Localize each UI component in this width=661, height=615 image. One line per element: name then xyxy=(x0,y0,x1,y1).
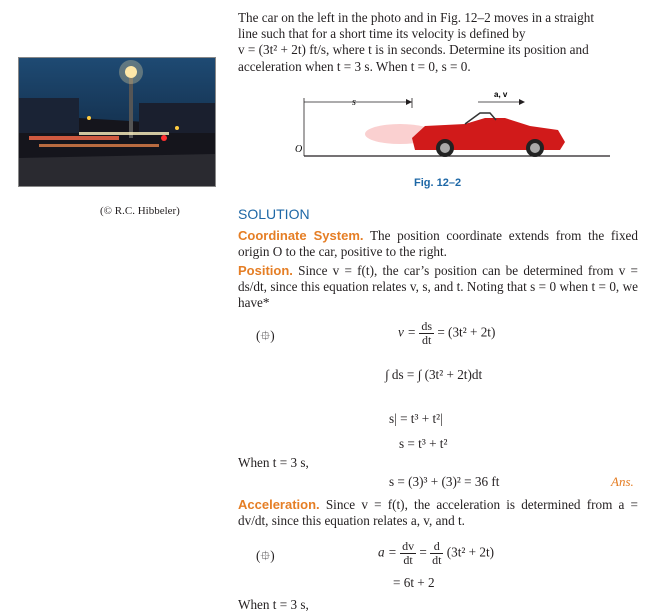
problem-line-4: acceleration when t = 3 s. When t = 0, s = 0. xyxy=(238,58,471,74)
figure-caption: Fig. 12–2 xyxy=(414,177,462,189)
eq1-rhs: = (3t² + 2t) xyxy=(437,324,496,340)
figure-car-diagram xyxy=(290,88,620,183)
coordinate-text: The position coordinate extends from the fixed origin O to the car, positive to the right. xyxy=(238,228,638,260)
eq1-fraction xyxy=(419,320,434,347)
acc-den-1: dt xyxy=(403,553,413,567)
position-paragraph xyxy=(238,263,638,312)
photo-credit: (© R.C. Hibbeler) xyxy=(100,205,180,217)
acc-equals: = xyxy=(419,544,427,560)
acceleration-heading: Acceleration. xyxy=(238,497,320,512)
equation-velocity xyxy=(398,320,495,347)
when-label-2: When t = 3 s, xyxy=(238,597,309,612)
coordinate-paragraph xyxy=(238,228,638,260)
position-text: Since v = f(t), the car’s position can be determined from v = ds/dt, since this equation relates v, s, and t. Noting that s = 0 when t = 0, we have* xyxy=(238,263,638,311)
acc-fraction-2 xyxy=(430,540,443,567)
acc-num-2: d xyxy=(430,540,443,554)
acc-den-2: dt xyxy=(432,553,442,567)
equation-integral: ∫ ds = ∫ (3t² + 2t)dt xyxy=(385,367,483,382)
acc-lhs: a = xyxy=(378,544,397,560)
when-label-1: When t = 3 s, xyxy=(238,455,309,470)
problem-statement xyxy=(238,10,638,75)
equation-acceleration xyxy=(378,540,494,567)
answer-label: Ans. xyxy=(611,474,634,489)
equation-evaluated: s| = t³ + t²| xyxy=(389,411,443,426)
s-label: s xyxy=(352,97,356,108)
equation-position-result: s = (3)³ + (3)² = 36 ft xyxy=(389,474,500,489)
eq1-num: ds xyxy=(421,319,433,333)
street-photo xyxy=(18,57,216,187)
acceleration-paragraph xyxy=(238,497,638,529)
direction-symbol-2: (⯐) xyxy=(256,548,275,563)
acc-fraction-1 xyxy=(400,540,416,567)
equation-position: s = t³ + t² xyxy=(399,436,448,451)
origin-label: O xyxy=(295,144,303,155)
problem-line-3: v = (3t² + 2t) ft/s, where t is in seconds. Determine its position and xyxy=(238,42,589,58)
problem-line-2: line such that for a short time its velocity is defined by xyxy=(238,26,526,42)
acc-rhs: (3t² + 2t) xyxy=(446,544,495,560)
direction-symbol-1: (⯐) xyxy=(256,328,275,343)
eq1-lhs: v = xyxy=(398,324,417,340)
acceleration-text: Since v = f(t), the acceleration is determined from a = dv/dt, since this equation relates a, v, and t. xyxy=(238,497,638,529)
eq1-den: dt xyxy=(422,333,432,347)
equation-acceleration-result: = 6t + 2 xyxy=(393,575,435,590)
problem-line-1: The car on the left in the photo and in Fig. 12–2 moves in a straight xyxy=(238,10,594,25)
acc-num-1: dv xyxy=(402,539,415,553)
solution-heading: SOLUTION xyxy=(238,206,310,222)
coordinate-heading: Coordinate System. xyxy=(238,228,364,243)
position-heading: Position. xyxy=(238,263,293,278)
av-label: a, v xyxy=(494,90,508,99)
